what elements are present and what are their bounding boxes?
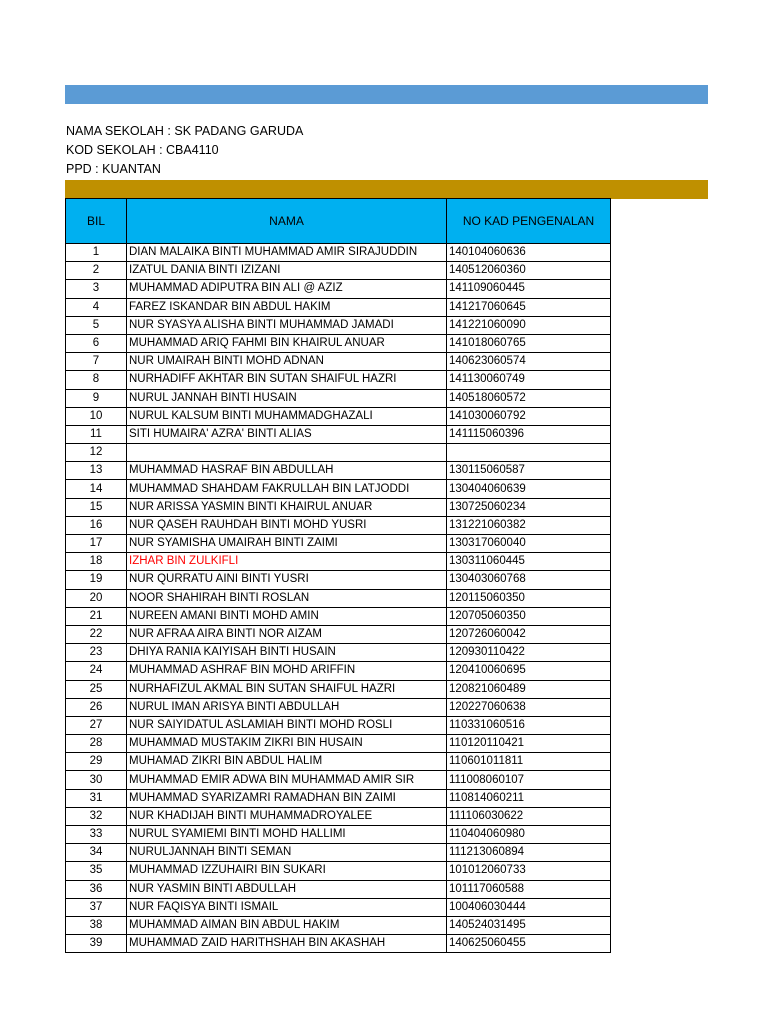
- table-row: [66, 316, 611, 334]
- table-row: [66, 698, 611, 716]
- cell-bil: 23: [66, 644, 127, 662]
- table-header-row: [66, 199, 611, 244]
- table-row: [66, 935, 611, 953]
- table-row: [66, 444, 611, 462]
- table-row: [66, 425, 611, 443]
- cell-ic: 141030060792: [447, 407, 611, 425]
- cell-ic: 140623060574: [447, 353, 611, 371]
- cell-ic: 111008060107: [447, 771, 611, 789]
- cell-ic: 120705060350: [447, 607, 611, 625]
- cell-bil: 12: [66, 444, 127, 462]
- cell-nama: MUHAMMAD IZZUHAIRI BIN SUKARI: [127, 862, 447, 880]
- cell-ic: 131221060382: [447, 516, 611, 534]
- cell-bil: 14: [66, 480, 127, 498]
- cell-nama: NUREEN AMANI BINTI MOHD AMIN: [127, 607, 447, 625]
- cell-ic: 101117060588: [447, 880, 611, 898]
- table-row: [66, 535, 611, 553]
- cell-nama: NUR SYASYA ALISHA BINTI MUHAMMAD JAMADI: [127, 316, 447, 334]
- table-row: [66, 807, 611, 825]
- cell-ic: 140524031495: [447, 916, 611, 934]
- cell-bil: 25: [66, 680, 127, 698]
- cell-bil: 29: [66, 753, 127, 771]
- cell-nama: NUR YASMIN BINTI ABDULLAH: [127, 880, 447, 898]
- cell-bil: 5: [66, 316, 127, 334]
- cell-bil: 2: [66, 262, 127, 280]
- cell-ic: [447, 444, 611, 462]
- cell-bil: 38: [66, 916, 127, 934]
- cell-bil: 21: [66, 607, 127, 625]
- cell-ic: 141109060445: [447, 280, 611, 298]
- cell-nama: NURHAFIZUL AKMAL BIN SUTAN SHAIFUL HAZRI: [127, 680, 447, 698]
- cell-bil: 3: [66, 280, 127, 298]
- cell-nama: MUHAMMAD HASRAF BIN ABDULLAH: [127, 462, 447, 480]
- cell-ic: 130115060587: [447, 462, 611, 480]
- cell-nama: NUR UMAIRAH BINTI MOHD ADNAN: [127, 353, 447, 371]
- cell-nama: NURUL KALSUM BINTI MUHAMMADGHAZALI: [127, 407, 447, 425]
- cell-bil: 32: [66, 807, 127, 825]
- cell-bil: 36: [66, 880, 127, 898]
- cell-nama: FAREZ ISKANDAR BIN ABDUL HAKIM: [127, 298, 447, 316]
- header-bil: BIL: [66, 199, 127, 244]
- table-row: [66, 371, 611, 389]
- header-nama: NAMA: [127, 199, 447, 244]
- cell-ic: 120821060489: [447, 680, 611, 698]
- cell-nama: NURUL JANNAH BINTI HUSAIN: [127, 389, 447, 407]
- cell-bil: 18: [66, 553, 127, 571]
- cell-nama: MUHAMMAD MUSTAKIM ZIKRI BIN HUSAIN: [127, 735, 447, 753]
- table-row: [66, 571, 611, 589]
- cell-ic: 111213060894: [447, 844, 611, 862]
- cell-bil: 13: [66, 462, 127, 480]
- cell-bil: 6: [66, 334, 127, 352]
- student-table: [65, 198, 611, 953]
- cell-nama: MUHAMMAD ADIPUTRA BIN ALI @ AZIZ: [127, 280, 447, 298]
- cell-ic: 140625060455: [447, 935, 611, 953]
- cell-nama: NUR SAIYIDATUL ASLAMIAH BINTI MOHD ROSLI: [127, 716, 447, 734]
- school-name-line: NAMA SEKOLAH : SK PADANG GARUDA: [66, 124, 304, 138]
- cell-bil: 11: [66, 425, 127, 443]
- cell-bil: 22: [66, 625, 127, 643]
- cell-bil: 26: [66, 698, 127, 716]
- table-row: [66, 498, 611, 516]
- cell-ic: 140104060636: [447, 244, 611, 262]
- cell-nama: MUHAMMAD ASHRAF BIN MOHD ARIFFIN: [127, 662, 447, 680]
- school-code-line: KOD SEKOLAH : CBA4110: [66, 143, 219, 157]
- cell-nama: IZHAR BIN ZULKIFLI: [127, 553, 447, 571]
- cell-ic: 120115060350: [447, 589, 611, 607]
- cell-bil: 27: [66, 716, 127, 734]
- cell-nama: MUHAMMAD EMIR ADWA BIN MUHAMMAD AMIR SIR: [127, 771, 447, 789]
- table-row: [66, 662, 611, 680]
- section-color-bar: [65, 180, 708, 199]
- cell-ic: 110601011811: [447, 753, 611, 771]
- cell-nama: NUR QURRATU AINI BINTI YUSRI: [127, 571, 447, 589]
- cell-ic: 141221060090: [447, 316, 611, 334]
- cell-nama: NURULJANNAH BINTI SEMAN: [127, 844, 447, 862]
- cell-bil: 15: [66, 498, 127, 516]
- cell-ic: 141115060396: [447, 425, 611, 443]
- cell-nama: MUHAMMAD ARIQ FAHMI BIN KHAIRUL ANUAR: [127, 334, 447, 352]
- cell-ic: 140518060572: [447, 389, 611, 407]
- cell-bil: 35: [66, 862, 127, 880]
- table-row: [66, 716, 611, 734]
- cell-ic: 130317060040: [447, 535, 611, 553]
- cell-ic: 110120110421: [447, 735, 611, 753]
- cell-nama: NUR QASEH RAUHDAH BINTI MOHD YUSRI: [127, 516, 447, 534]
- table-row: [66, 880, 611, 898]
- cell-nama: [127, 444, 447, 462]
- cell-ic: 141130060749: [447, 371, 611, 389]
- table-row: [66, 407, 611, 425]
- cell-bil: 7: [66, 353, 127, 371]
- cell-nama: NUR SYAMISHA UMAIRAH BINTI ZAIMI: [127, 535, 447, 553]
- cell-nama: NURUL IMAN ARISYA BINTI ABDULLAH: [127, 698, 447, 716]
- cell-nama: MUHAMMAD SHAHDAM FAKRULLAH BIN LATJODDI: [127, 480, 447, 498]
- cell-bil: 20: [66, 589, 127, 607]
- cell-ic: 130403060768: [447, 571, 611, 589]
- cell-nama: SITI HUMAIRA' AZRA' BINTI ALIAS: [127, 425, 447, 443]
- header-color-bar: [65, 85, 708, 104]
- cell-bil: 1: [66, 244, 127, 262]
- table-row: [66, 625, 611, 643]
- cell-ic: 120726060042: [447, 625, 611, 643]
- cell-nama: NUR ARISSA YASMIN BINTI KHAIRUL ANUAR: [127, 498, 447, 516]
- cell-bil: 19: [66, 571, 127, 589]
- cell-bil: 10: [66, 407, 127, 425]
- cell-nama: MUHAMMAD SYARIZAMRI RAMADHAN BIN ZAIMI: [127, 789, 447, 807]
- cell-ic: 110814060211: [447, 789, 611, 807]
- table-row: [66, 735, 611, 753]
- cell-nama: NURHADIFF AKHTAR BIN SUTAN SHAIFUL HAZRI: [127, 371, 447, 389]
- cell-bil: 8: [66, 371, 127, 389]
- cell-nama: IZATUL DANIA BINTI IZIZANI: [127, 262, 447, 280]
- cell-nama: DIAN MALAIKA BINTI MUHAMMAD AMIR SIRAJUDDIN: [127, 244, 447, 262]
- cell-nama: MUHAMAD ZIKRI BIN ABDUL HALIM: [127, 753, 447, 771]
- table-row: [66, 916, 611, 934]
- table-row: [66, 644, 611, 662]
- cell-bil: 16: [66, 516, 127, 534]
- cell-ic: 140512060360: [447, 262, 611, 280]
- cell-ic: 110404060980: [447, 826, 611, 844]
- cell-bil: 31: [66, 789, 127, 807]
- table-row: [66, 298, 611, 316]
- cell-bil: 24: [66, 662, 127, 680]
- cell-ic: 130311060445: [447, 553, 611, 571]
- table-row: [66, 844, 611, 862]
- table-row: [66, 789, 611, 807]
- table-row: [66, 244, 611, 262]
- cell-ic: 120227060638: [447, 698, 611, 716]
- cell-nama: NURUL SYAMIEMI BINTI MOHD HALLIMI: [127, 826, 447, 844]
- cell-bil: 34: [66, 844, 127, 862]
- cell-ic: 120930110422: [447, 644, 611, 662]
- table-row: [66, 589, 611, 607]
- ppd-line: PPD : KUANTAN: [66, 162, 161, 176]
- table-row: [66, 389, 611, 407]
- cell-nama: NUR FAQISYA BINTI ISMAIL: [127, 898, 447, 916]
- cell-ic: 130404060639: [447, 480, 611, 498]
- table-row: [66, 771, 611, 789]
- table-row: [66, 862, 611, 880]
- cell-nama: NUR AFRAA AIRA BINTI NOR AIZAM: [127, 625, 447, 643]
- cell-ic: 141018060765: [447, 334, 611, 352]
- table-row: [66, 480, 611, 498]
- table-row: [66, 262, 611, 280]
- cell-ic: 141217060645: [447, 298, 611, 316]
- cell-bil: 37: [66, 898, 127, 916]
- table-row: [66, 353, 611, 371]
- cell-bil: 4: [66, 298, 127, 316]
- cell-nama: NUR KHADIJAH BINTI MUHAMMADROYALEE: [127, 807, 447, 825]
- table-row: [66, 898, 611, 916]
- cell-bil: 9: [66, 389, 127, 407]
- table-row: [66, 280, 611, 298]
- cell-bil: 28: [66, 735, 127, 753]
- cell-nama: MUHAMMAD AIMAN BIN ABDUL HAKIM: [127, 916, 447, 934]
- table-row: [66, 826, 611, 844]
- cell-ic: 101012060733: [447, 862, 611, 880]
- cell-bil: 33: [66, 826, 127, 844]
- cell-nama: NOOR SHAHIRAH BINTI ROSLAN: [127, 589, 447, 607]
- cell-ic: 111106030622: [447, 807, 611, 825]
- cell-nama: MUHAMMAD ZAID HARITHSHAH BIN AKASHAH: [127, 935, 447, 953]
- cell-bil: 30: [66, 771, 127, 789]
- table-row: [66, 753, 611, 771]
- cell-bil: 17: [66, 535, 127, 553]
- cell-bil: 39: [66, 935, 127, 953]
- table-row: [66, 516, 611, 534]
- table-row: [66, 553, 611, 571]
- table-row: [66, 462, 611, 480]
- table-row: [66, 334, 611, 352]
- cell-nama: DHIYA RANIA KAIYISAH BINTI HUSAIN: [127, 644, 447, 662]
- cell-ic: 120410060695: [447, 662, 611, 680]
- table-row: [66, 607, 611, 625]
- cell-ic: 130725060234: [447, 498, 611, 516]
- header-ic: NO KAD PENGENALAN: [447, 199, 611, 244]
- cell-ic: 100406030444: [447, 898, 611, 916]
- cell-ic: 110331060516: [447, 716, 611, 734]
- table-row: [66, 680, 611, 698]
